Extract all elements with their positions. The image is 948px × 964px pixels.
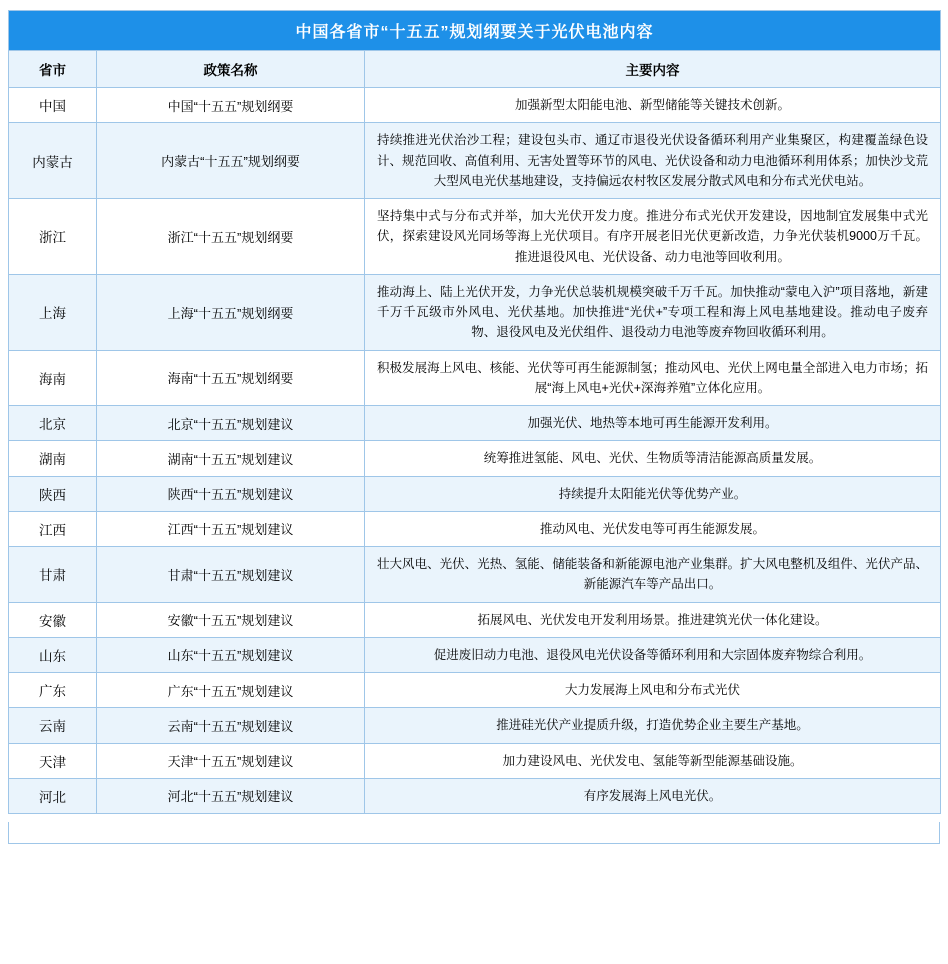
table-row [9,274,941,350]
cell-policy-name: 北京“十五五”规划建议 [97,406,365,441]
cell-province: 中国 [9,88,97,123]
cell-province: 云南 [9,708,97,743]
cell-policy-name: 安徽“十五五”规划建议 [97,602,365,637]
cell-policy-name: 天津“十五五”规划建议 [97,743,365,778]
cell-policy-name: 甘肃“十五五”规划建议 [97,547,365,603]
table-title: 中国各省市“十五五”规划纲要关于光伏电池内容 [9,11,941,51]
cell-main-content: 统筹推进氢能、风电、光伏、生物质等清洁能源高质量发展。 [365,441,941,476]
cell-province: 北京 [9,406,97,441]
cell-province: 广东 [9,673,97,708]
cell-main-content: 积极发展海上风电、核能、光伏等可再生能源制氢；推动风电、光伏上网电量全部进入电力市场；拓展“海上风电+光伏+深海养殖”立体化应用。 [365,350,941,406]
table-row [9,778,941,813]
table-row [9,88,941,123]
table-row [9,476,941,511]
cell-province: 天津 [9,743,97,778]
cell-province: 陕西 [9,476,97,511]
cell-policy-name: 河北“十五五”规划建议 [97,778,365,813]
table-row [9,199,941,275]
cell-main-content: 坚持集中式与分布式并举，加大光伏开发力度。推进分布式光伏开发建设，因地制宜发展集中式光伏，探索建设风光同场等海上光伏项目。有序开展老旧光伏更新改造，力争光伏装机9000万千瓦。推进退役风电、光伏设备、动力电池等回收利用。 [365,199,941,275]
cell-policy-name: 山东“十五五”规划建议 [97,637,365,672]
table-row [9,673,941,708]
cell-main-content: 推动海上、陆上光伏开发，力争光伏总装机规模突破千万千瓦。加快推动“蒙电入沪”项目落地，新建千万千瓦级市外风电、光伏基地。加快推进“光伏+”专项工程和海上风电基地建设。推动电子废弃物、退役风电及光伏组件、退役动力电池等废弃物回收循环利用。 [365,274,941,350]
cell-policy-name: 广东“十五五”规划建议 [97,673,365,708]
cell-province: 浙江 [9,199,97,275]
cell-main-content: 加强光伏、地热等本地可再生能源开发利用。 [365,406,941,441]
cell-policy-name: 上海“十五五”规划纲要 [97,274,365,350]
cell-province: 山东 [9,637,97,672]
cell-province: 江西 [9,511,97,546]
table-row [9,123,941,199]
cell-policy-name: 湖南“十五五”规划建议 [97,441,365,476]
cell-main-content: 拓展风电、光伏发电开发利用场景。推进建筑光伏一体化建设。 [365,602,941,637]
table-row [9,547,941,603]
cell-main-content: 大力发展海上风电和分布式光伏 [365,673,941,708]
table-row [9,743,941,778]
table-row [9,350,941,406]
table-row [9,637,941,672]
cell-province: 上海 [9,274,97,350]
cell-main-content: 持续提升太阳能光伏等优势产业。 [365,476,941,511]
cell-policy-name: 浙江“十五五”规划纲要 [97,199,365,275]
cell-policy-name: 内蒙古“十五五”规划纲要 [97,123,365,199]
column-header-province: 省市 [9,51,97,88]
cell-province: 海南 [9,350,97,406]
cell-policy-name: 云南“十五五”规划建议 [97,708,365,743]
column-header-content: 主要内容 [365,51,941,88]
table-row [9,441,941,476]
table-row [9,511,941,546]
cell-policy-name: 陕西“十五五”规划建议 [97,476,365,511]
table-row [9,406,941,441]
cell-policy-name: 中国“十五五”规划纲要 [97,88,365,123]
table-row [9,602,941,637]
cell-main-content: 推进硅光伏产业提质升级，打造优势企业主要生产基地。 [365,708,941,743]
table-title-row [9,11,941,51]
cell-province: 甘肃 [9,547,97,603]
cell-province: 河北 [9,778,97,813]
policy-table [8,10,941,814]
cell-main-content: 壮大风电、光伏、光热、氢能、储能装备和新能源电池产业集群。扩大风电整机及组件、光伏产品、新能源汽车等产品出口。 [365,547,941,603]
table-header-row [9,51,941,88]
cell-main-content: 促进废旧动力电池、退役风电光伏设备等循环利用和大宗固体废弃物综合利用。 [365,637,941,672]
cell-province: 安徽 [9,602,97,637]
cell-main-content: 加力建设风电、光伏发电、氢能等新型能源基础设施。 [365,743,941,778]
cell-policy-name: 海南“十五五”规划纲要 [97,350,365,406]
cell-main-content: 有序发展海上风电光伏。 [365,778,941,813]
cell-main-content: 推动风电、光伏发电等可再生能源发展。 [365,511,941,546]
cell-main-content: 加强新型太阳能电池、新型储能等关键技术创新。 [365,88,941,123]
cell-province: 湖南 [9,441,97,476]
table-footer-strip [8,822,940,844]
cell-province: 内蒙古 [9,123,97,199]
cell-policy-name: 江西“十五五”规划建议 [97,511,365,546]
cell-main-content: 持续推进光伏治沙工程；建设包头市、通辽市退役光伏设备循环利用产业集聚区，构建覆盖绿色设计、规范回收、高值利用、无害处置等环节的风电、光伏设备和动力电池循环利用体系；加快沙戈荒大型风电光伏基地建设，支持偏远农村牧区发展分散式风电和分布式光伏电站。 [365,123,941,199]
table-row [9,708,941,743]
column-header-policy: 政策名称 [97,51,365,88]
